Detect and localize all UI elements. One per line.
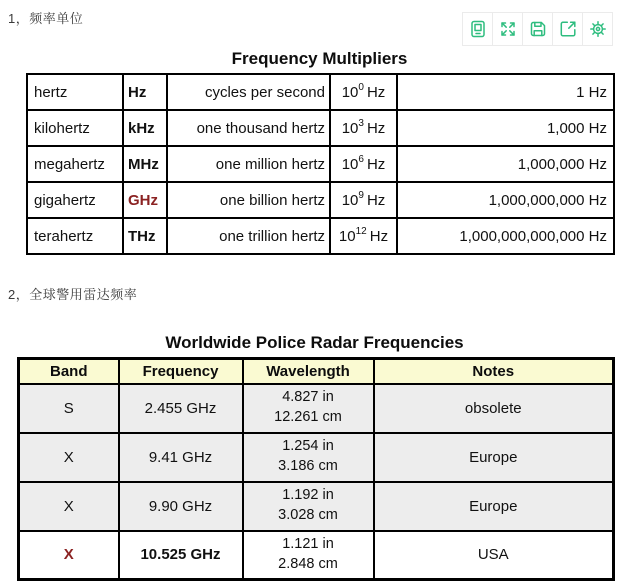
floating-toolbar <box>463 12 613 46</box>
band-cell: X <box>19 433 119 482</box>
unit-abbr: MHz <box>123 146 167 182</box>
unit-abbr: kHz <box>123 110 167 146</box>
notes-cell: obsolete <box>374 384 614 433</box>
unit-power: $10^{12}$ Hz <box>330 218 397 254</box>
band-cell: S <box>19 384 119 433</box>
header-frequency: Frequency <box>119 359 243 384</box>
unit-desc: one trillion hertz <box>167 218 330 254</box>
unit-desc: one million hertz <box>167 146 330 182</box>
table-row <box>19 384 614 433</box>
unit-desc: one thousand hertz <box>167 110 330 146</box>
table-row <box>27 182 614 218</box>
unit-name: hertz <box>27 74 123 110</box>
tablet-preview-icon <box>468 19 488 39</box>
unit-power: $10^0$ Hz <box>330 74 397 110</box>
notes-cell: Europe <box>374 433 614 482</box>
unit-power: $10^3$ Hz <box>330 110 397 146</box>
unit-value: 1,000 Hz <box>397 110 614 146</box>
unit-name: megahertz <box>27 146 123 182</box>
frequency-multipliers-title: Frequency Multipliers <box>231 49 408 68</box>
table-row <box>19 482 614 531</box>
unit-desc: one billion hertz <box>167 182 330 218</box>
table-row-highlighted <box>19 531 614 580</box>
table-row <box>27 110 614 146</box>
table-header-row <box>19 359 614 384</box>
table-row <box>27 74 614 110</box>
unit-abbr: THz <box>123 218 167 254</box>
share-button[interactable] <box>552 12 583 46</box>
unit-name: gigahertz <box>27 182 123 218</box>
frequency-cell: 10.525 GHz <box>119 531 243 580</box>
expand-button[interactable] <box>492 12 523 46</box>
settings-button[interactable] <box>582 12 613 46</box>
unit-value: 1,000,000,000 Hz <box>397 182 614 218</box>
unit-abbr-highlighted: GHz <box>123 182 167 218</box>
unit-desc: cycles per second <box>167 74 330 110</box>
share-icon <box>558 19 578 39</box>
police-radar-table <box>17 357 615 581</box>
tablet-preview-button[interactable] <box>462 12 493 46</box>
police-radar-title: Worldwide Police Radar Frequencies <box>165 333 464 352</box>
unit-power: $10^6$ Hz <box>330 146 397 182</box>
unit-value: 1,000,000 Hz <box>397 146 614 182</box>
frequency-cell: 9.90 GHz <box>119 482 243 531</box>
notes-cell: Europe <box>374 482 614 531</box>
unit-abbr: Hz <box>123 74 167 110</box>
save-button[interactable] <box>522 12 553 46</box>
unit-name: kilohertz <box>27 110 123 146</box>
table-row <box>19 433 614 482</box>
wavelength-cell: 4.827 in 12.261 cm <box>243 384 374 433</box>
notes-cell: USA <box>374 531 614 580</box>
save-icon <box>528 19 548 39</box>
table-row <box>27 218 614 254</box>
header-wavelength: Wavelength <box>243 359 374 384</box>
wavelength-cell: 1.192 in 3.028 cm <box>243 482 374 531</box>
settings-icon <box>588 19 608 39</box>
section-label-frequency-units: 1，频率单位 <box>8 11 84 26</box>
unit-name: terahertz <box>27 218 123 254</box>
wavelength-cell: 1.254 in 3.186 cm <box>243 433 374 482</box>
police-radar-section <box>17 333 612 581</box>
header-notes: Notes <box>374 359 614 384</box>
unit-value: 1 Hz <box>397 74 614 110</box>
section-label-police-radar: 2，全球警用雷达频率 <box>8 287 138 302</box>
header-band: Band <box>19 359 119 384</box>
unit-power: $10^9$ Hz <box>330 182 397 218</box>
wavelength-cell: 1.121 in 2.848 cm <box>243 531 374 580</box>
frequency-multipliers-section <box>26 49 613 255</box>
table-row <box>27 146 614 182</box>
expand-icon <box>498 19 518 39</box>
frequency-cell: 9.41 GHz <box>119 433 243 482</box>
unit-value: 1,000,000,000,000 Hz <box>397 218 614 254</box>
frequency-cell: 2.455 GHz <box>119 384 243 433</box>
band-cell: X <box>19 531 119 580</box>
frequency-multipliers-table <box>26 73 615 255</box>
band-cell: X <box>19 482 119 531</box>
